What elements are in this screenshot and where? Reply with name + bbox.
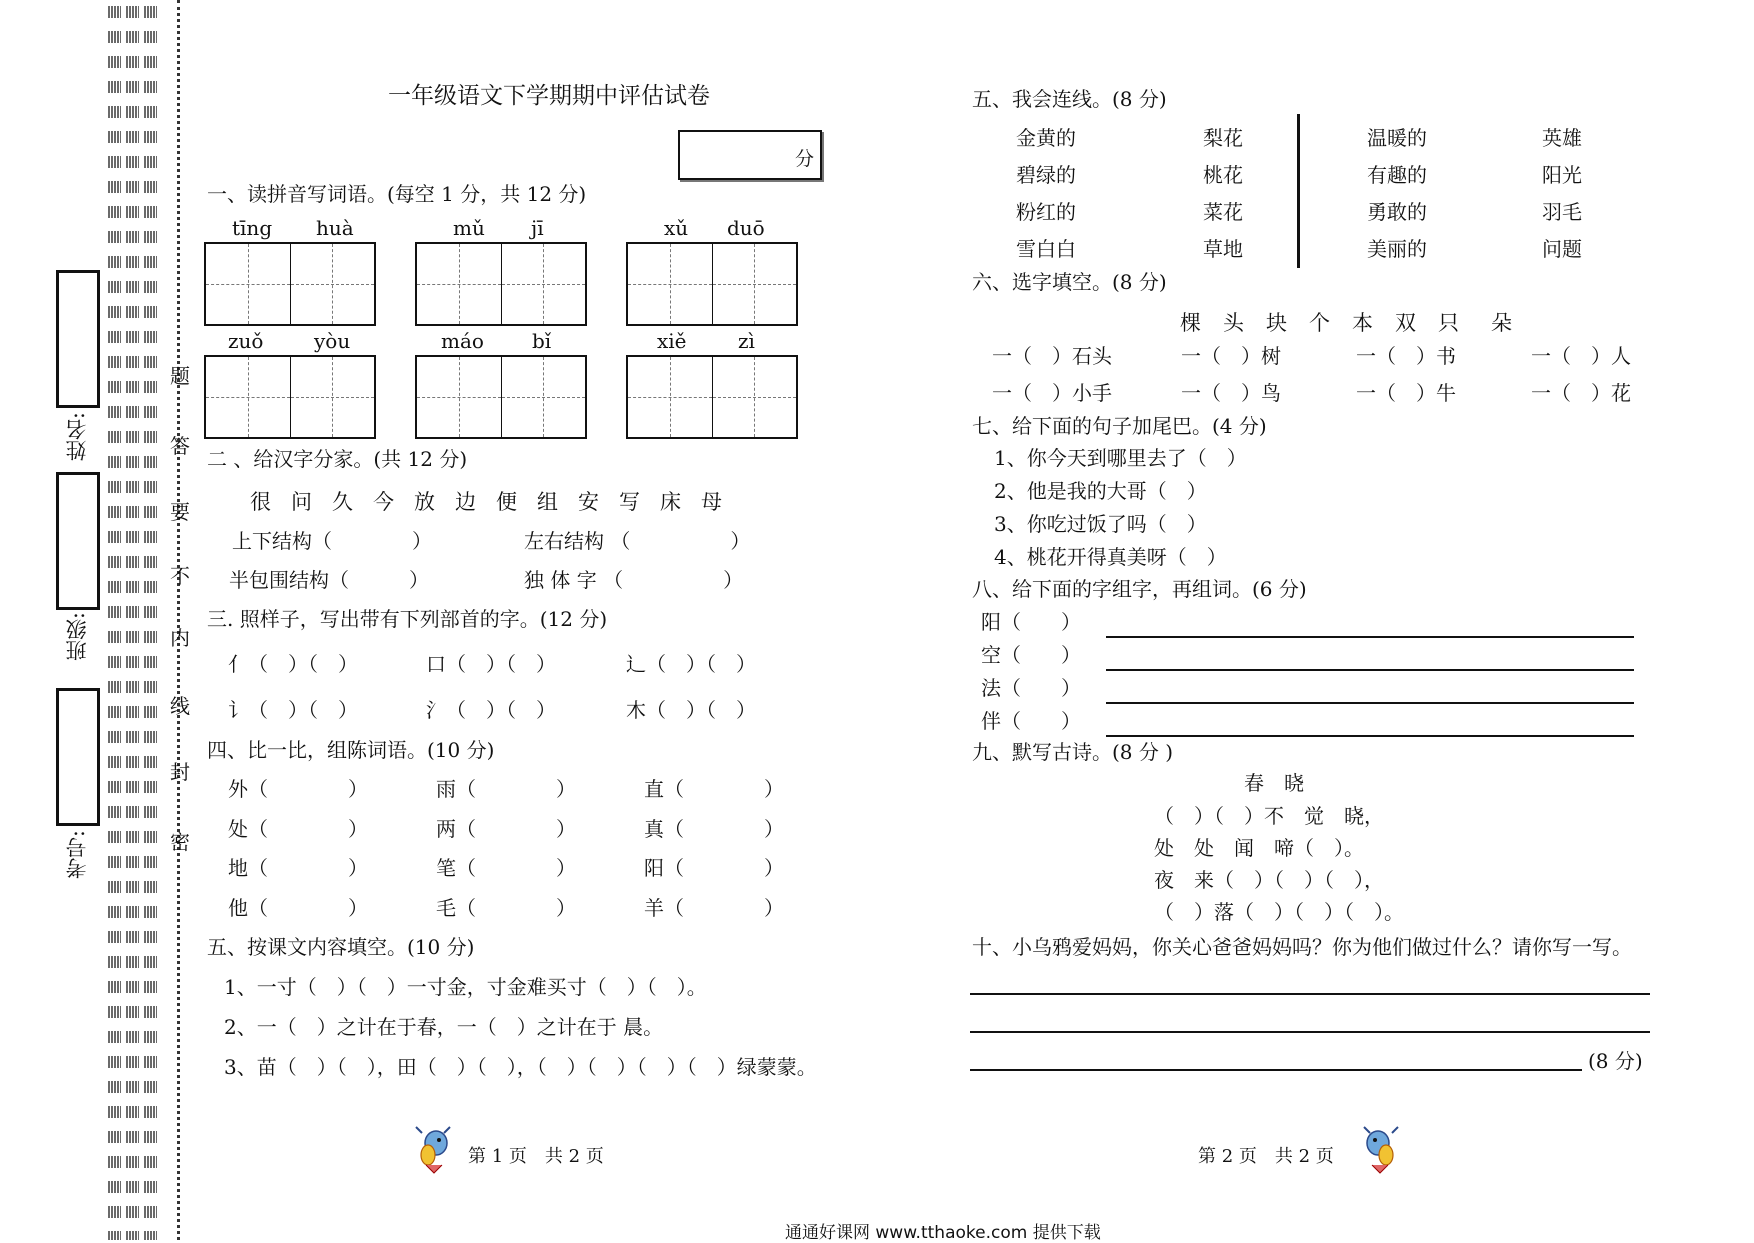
pinyin: tīng [232,216,273,240]
match-item[interactable]: 有趣的 [1367,163,1427,187]
s10-score: (8 分) [1588,1049,1643,1073]
seal-char: 题 [170,364,190,388]
q5-line[interactable]: 1、一寸（ ）（ ）一寸金，寸金难买寸（ ）（ ）。 [224,975,707,999]
exam-id-box[interactable] [56,688,100,826]
s8-blank[interactable]: 阳（ ） [981,610,1081,634]
pinyin: mǔ [453,216,485,240]
score-unit: 分 [794,148,814,170]
match-item[interactable]: 梨花 [1203,126,1243,150]
s8-heading: 八、给下面的字组字，再组词。(6 分) [972,577,1307,601]
q5-line[interactable]: 2、一（ ）之计在于春，一（ ）之计在于 晨。 [224,1015,664,1039]
q2-char: 很 [250,490,271,514]
s8-blank[interactable]: 伴（ ） [981,709,1081,733]
poem-line[interactable]: 处 处 闻 啼（ ）。 [1154,836,1364,860]
pinyin: jī [531,216,544,240]
q2-char-list [250,486,722,516]
pinyin: xiě [657,329,687,353]
match-divider [1297,114,1300,268]
s6-blank[interactable]: 一（ ）树 [1181,344,1281,368]
q2-char: 安 [578,490,599,514]
class-label: 班级: [65,612,89,662]
q4-blank[interactable]: 笔（ ） [436,856,576,880]
s6-char: 本 [1352,311,1373,335]
s6-char: 朵 [1491,311,1512,335]
binding-stripe [143,0,157,1240]
s6-blank[interactable]: 一（ ）花 [1531,381,1631,405]
s6-char: 棵 [1180,311,1201,335]
poem-title: 春 晓 [1244,771,1304,795]
pinyin: yòu [314,329,351,353]
s7-line[interactable]: 2、他是我的大哥（ ） [994,479,1207,503]
mascot-icon [414,1125,454,1175]
q2-char: 久 [332,490,353,514]
class-box[interactable] [56,472,100,610]
q2-char: 写 [619,490,640,514]
seal-char: 封 [170,760,190,784]
s8-answer-line[interactable] [1106,735,1634,737]
page-number: 第 1 页 共 2 页 [468,1146,604,1167]
binding-stripe [107,0,121,1240]
q4-blank[interactable]: 地（ ） [228,856,368,880]
seal-char: 答 [170,434,190,458]
q3-blank[interactable]: 木（ ）（ ） [626,698,756,722]
s6-blank[interactable]: 一（ ）书 [1356,344,1456,368]
q2-char: 便 [496,490,517,514]
q4-blank[interactable]: 处（ ） [228,817,368,841]
poem-line[interactable]: 夜 来（ ）（ ）（ ）， [1154,868,1384,892]
exam-id-label: 考号: [65,830,89,880]
s9-heading: 九、默写古诗。(8 分 ) [972,740,1174,764]
s8-answer-line[interactable] [1106,636,1634,638]
writing-grid[interactable] [415,242,587,326]
match-item[interactable]: 雪白白 [1016,237,1076,261]
s8-answer-line[interactable] [1106,702,1634,704]
match-item[interactable]: 菜花 [1203,200,1243,224]
binding-stripe [125,0,139,1240]
s10-answer-line[interactable] [970,1031,1650,1033]
seal-char: 要 [170,500,190,524]
q3-blank[interactable]: 氵（ ）（ ） [426,698,556,722]
match-item[interactable]: 阳光 [1542,163,1582,187]
q2-char: 组 [537,490,558,514]
s6-char-list [1180,307,1512,337]
q2-blank[interactable]: 上下结构（ ） [232,529,432,553]
pinyin: duō [727,216,765,240]
s6-char: 块 [1266,311,1287,335]
q2-char: 放 [414,490,435,514]
seal-dotted-line [177,0,180,1240]
s8-blank[interactable]: 法（ ） [981,676,1081,700]
footer-credit: 通通好课网 www.tthaoke.com 提供下载 [785,1223,1101,1243]
q4-blank[interactable]: 羊（ ） [644,896,784,920]
match-item[interactable]: 碧绿的 [1016,163,1076,187]
pinyin: bǐ [532,329,552,353]
seal-char: 不 [170,564,190,588]
writing-grid[interactable] [204,355,376,439]
q2-blank[interactable]: 半包围结构（ ） [229,568,429,592]
writing-grid[interactable] [415,355,587,439]
s6-blank[interactable]: 一（ ）人 [1531,344,1631,368]
q4-heading: 四、比一比，组陈词语。(10 分) [207,738,495,762]
q3-blank[interactable]: 讠（ ）（ ） [228,698,358,722]
s10-heading: 十、小乌鸦爱妈妈，你关心爸爸妈妈吗？你为他们做过什么？请你写一写。 [972,935,1632,959]
q2-char: 边 [455,490,476,514]
match-item[interactable]: 温暖的 [1367,126,1427,150]
q4-blank[interactable]: 两（ ） [436,817,576,841]
pinyin: zì [738,329,755,353]
q2-heading: 二 、给汉字分家。(共 12 分) [207,447,468,471]
poem-line[interactable]: （ ）（ ）不 觉 晓， [1154,804,1384,828]
q4-blank[interactable]: 雨（ ） [436,777,576,801]
pinyin: zuǒ [228,329,264,353]
exam-title: 一年级语文下学期期中评估试卷 [388,83,710,109]
q4-blank[interactable]: 他（ ） [228,896,368,920]
s7-heading: 七、给下面的句子加尾巴。(4 分) [972,414,1267,438]
s7-line[interactable]: 1、你今天到哪里去了（ ） [994,446,1247,470]
q2-char: 母 [701,490,722,514]
s6-heading: 六、选字填空。(8 分) [972,270,1167,294]
writing-grid[interactable] [626,355,798,439]
match-item[interactable]: 粉红的 [1016,200,1076,224]
s6-char: 个 [1309,311,1330,335]
poem-line[interactable]: （ ）落（ ）（ ）（ ）。 [1154,900,1404,924]
mascot-icon [1360,1125,1400,1175]
q4-blank[interactable]: 毛（ ） [436,896,576,920]
s6-char: 头 [1223,311,1244,335]
name-label: 姓名: [65,412,89,462]
match-item[interactable]: 羽毛 [1542,200,1582,224]
q1-heading: 一、读拼音写词语。(每空 1 分，共 12 分) [207,182,587,206]
s6-blank[interactable]: 一（ ）鸟 [1181,381,1281,405]
s10-answer-line[interactable] [970,1069,1582,1071]
q2-char: 今 [373,490,394,514]
name-box[interactable] [56,270,100,408]
pinyin: huà [316,216,354,240]
writing-grid[interactable] [204,242,376,326]
s6-blank[interactable]: 一（ ）牛 [1356,381,1456,405]
pinyin: máo [441,329,484,353]
s7-line[interactable]: 3、你吃过饭了吗（ ） [994,512,1207,536]
s7-line[interactable]: 4、桃花开得真美呀（ ） [994,545,1227,569]
q3-blank[interactable]: 亻（ ）（ ） [228,652,358,676]
s6-blank[interactable]: 一（ ）石头 [992,344,1112,368]
seal-char: 线 [170,694,190,718]
s5-heading: 五、我会连线。(8 分) [972,87,1167,111]
seal-char: 内 [170,626,190,650]
match-item[interactable]: 金黄的 [1016,126,1076,150]
pinyin: xǔ [664,216,689,240]
q5-heading: 五、按课文内容填空。(10 分) [207,935,475,959]
q4-blank[interactable]: 阳（ ） [644,856,784,880]
match-item[interactable]: 桃花 [1203,163,1243,187]
s6-blank[interactable]: 一（ ）小手 [992,381,1112,405]
q2-char: 床 [660,490,681,514]
q2-blank[interactable]: 左右结构 （ ） [524,529,751,553]
q5-line[interactable]: 3、苗（ ）（ ），田（ ）（ ），（ ）（ ）（ ）（ ）绿蒙蒙。 [224,1055,817,1079]
s8-answer-line[interactable] [1106,669,1634,671]
q4-blank[interactable]: 真（ ） [644,817,784,841]
s6-char: 只 [1438,311,1459,335]
q4-blank[interactable]: 外（ ） [228,777,368,801]
q4-blank[interactable]: 直（ ） [644,777,784,801]
s10-answer-line[interactable] [970,993,1650,995]
s8-blank[interactable]: 空（ ） [981,643,1081,667]
s6-char: 双 [1395,311,1416,335]
page-number: 第 2 页 共 2 页 [1198,1146,1334,1167]
q2-char: 问 [291,490,312,514]
match-item[interactable]: 草地 [1203,237,1243,261]
match-item[interactable]: 英雄 [1542,126,1582,150]
q3-heading: 三. 照样子，写出带有下列部首的字。(12 分) [207,607,608,631]
match-item[interactable]: 问题 [1542,237,1582,261]
q3-blank[interactable]: 口（ ）（ ） [426,652,556,676]
match-item[interactable]: 美丽的 [1367,237,1427,261]
match-item[interactable]: 勇敢的 [1367,200,1427,224]
writing-grid[interactable] [626,242,798,326]
q2-blank[interactable]: 独 体 字 （ ） [524,568,744,592]
score-box[interactable] [678,130,822,180]
seal-char: 密 [170,830,190,854]
q3-blank[interactable]: 辶（ ）（ ） [626,652,756,676]
